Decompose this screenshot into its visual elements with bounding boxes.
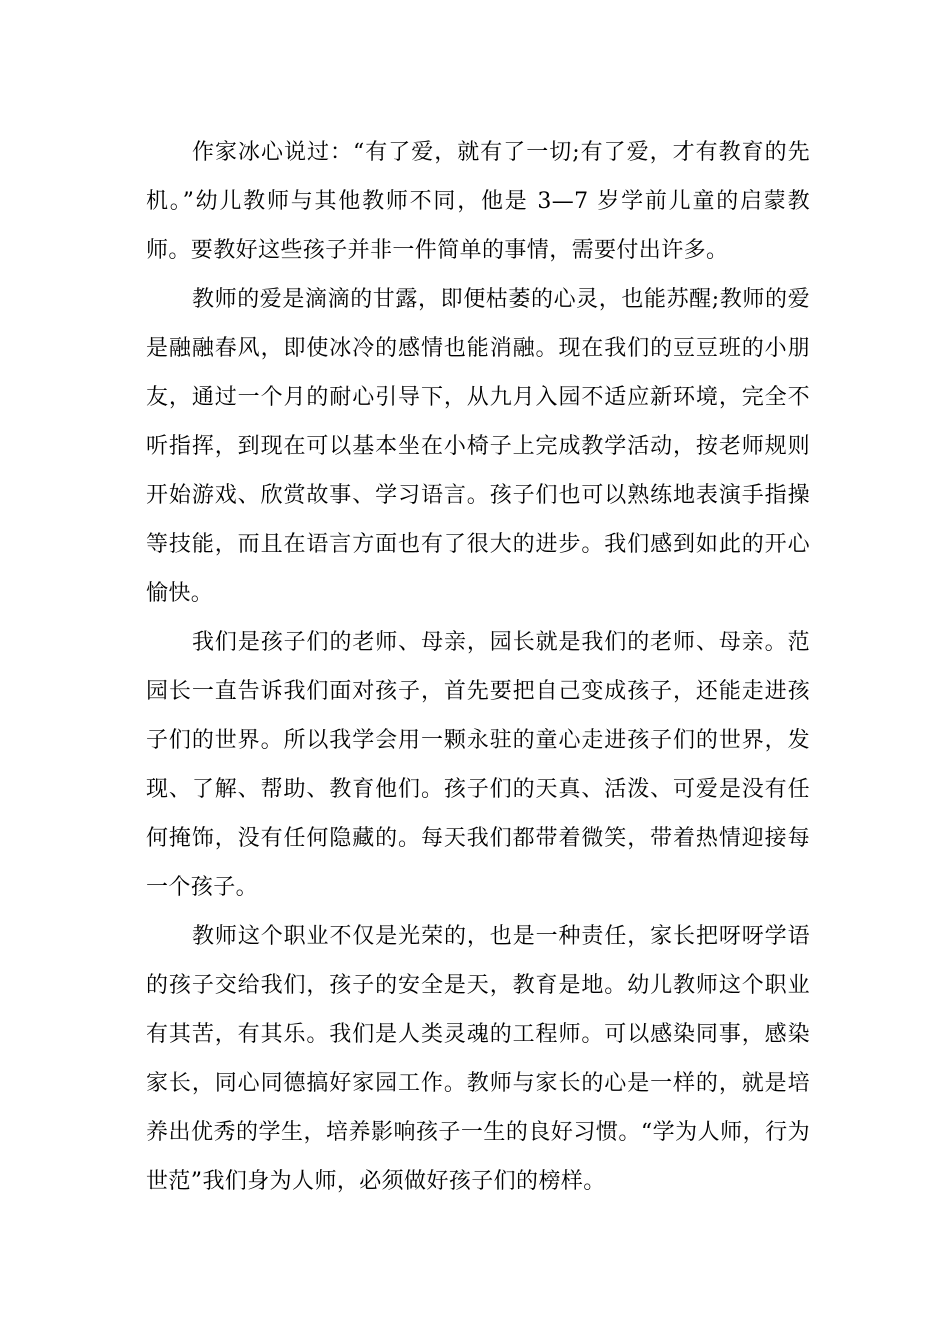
paragraph-4: 教师这个职业不仅是光荣的，也是一种责任，家长把呀呀学语的孩子交给我们，孩子的安全是天，教育是地。幼儿教师这个职业有其苦，有其乐。我们是人类灵魂的工程师。可以感染同事，感染家长，同心同德搞好家园工作。教师与家长的心是一样的，就是培养出优秀的学生，培养影响孩子一生的良好习惯。“学为人师，行为世范”我们身为人师，必须做好孩子们的榜样。 — [146, 924, 810, 1194]
paragraph-3: 我们是孩子们的老师、母亲，园长就是我们的老师、母亲。范园长一直告诉我们面对孩子，首先要把自己变成孩子，还能走进孩子们的世界。所以我学会用一颗永驻的童心走进孩子们的世界，发现、了解、帮助、教育他们。孩子们的天真、活泼、可爱是没有任何掩饰，没有任何隐藏的。每天我们都带着微笑，带着热情迎接每一个孩子。 — [146, 630, 810, 900]
document-body — [146, 128, 810, 1206]
paragraph-2: 教师的爱是滴滴的甘露，即便枯萎的心灵，也能苏醒;教师的爱是融融春风，即使冰冷的感情也能消融。现在我们的豆豆班的小朋友，通过一个月的耐心引导下，从九月入园不适应新环境，完全不听指挥，到现在可以基本坐在小椅子上完成教学活动，按老师规则开始游戏、欣赏故事、学习语言。孩子们也可以熟练地表演手指操等技能，而且在语言方面也有了很大的进步。我们感到如此的开心愉快。 — [146, 287, 810, 606]
paragraph-1: 作家冰心说过：“有了爱，就有了一切;有了爱，才有教育的先机。”幼儿教师与其他教师不同，他是 3—7 岁学前儿童的启蒙教师。要教好这些孩子并非一件简单的事情，需要付出许多。 — [146, 140, 810, 263]
